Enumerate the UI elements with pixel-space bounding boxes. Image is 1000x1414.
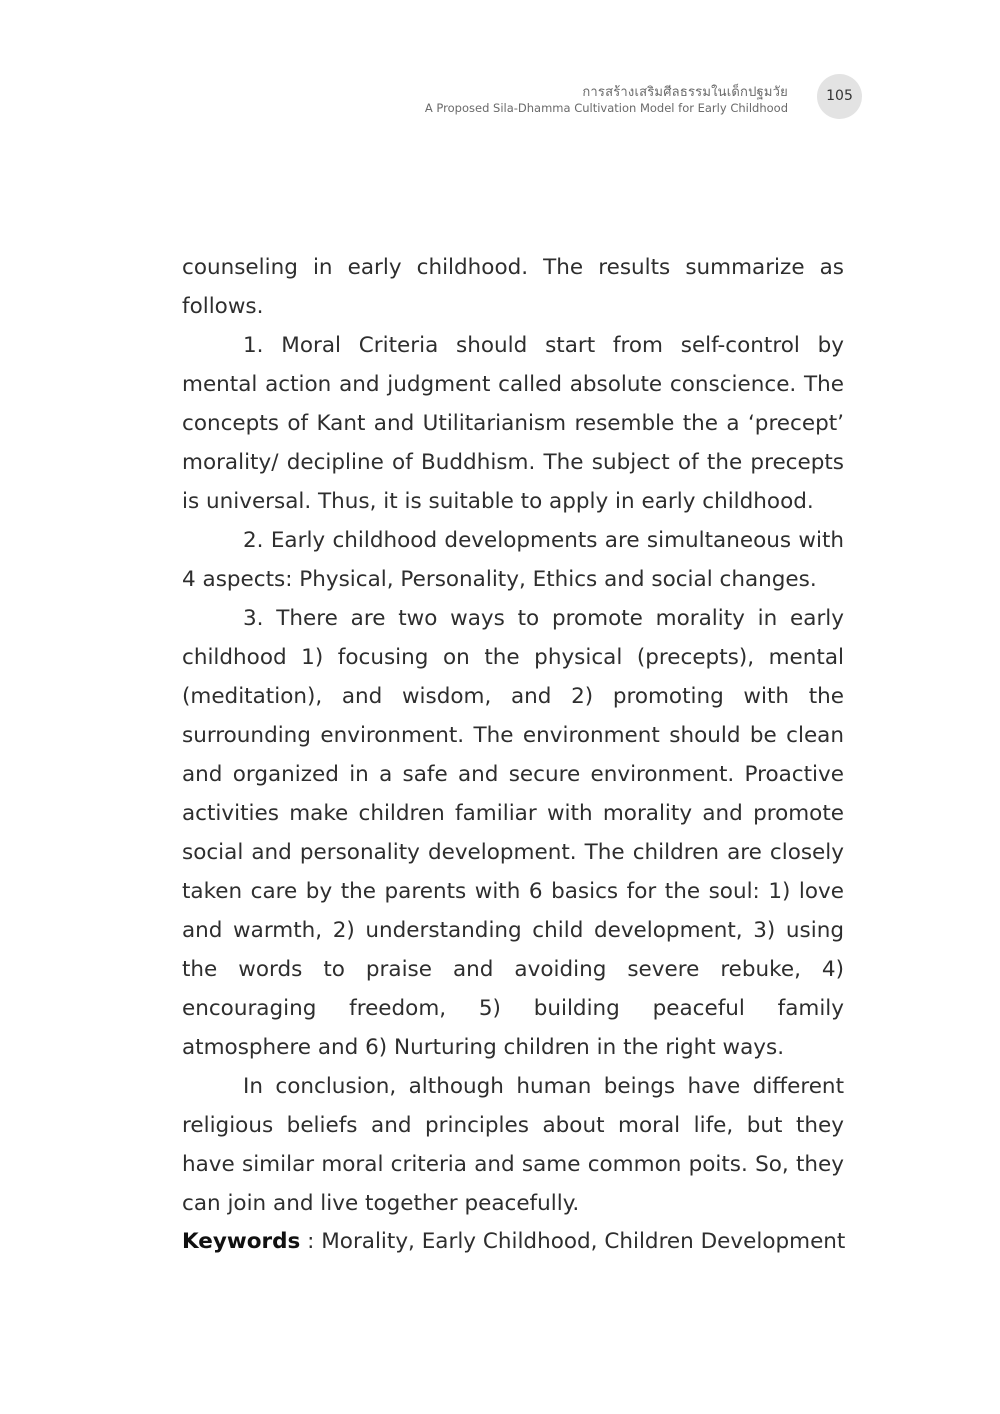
running-head	[425, 84, 788, 116]
paragraph-promote-morality: 3. There are two ways to promote morality in early childhood 1) focusing on the physical (precepts), mental (meditation), and wisdom, and 2) promoting with the surrounding environment. The environment should be clean and organized in a safe and secure environment. Proactive activities make children familiar with morality and promote social and personality development. The children are closely taken care by the parents with 6 basics for the soul: 1) love and warmth, 2) understanding child development, 3) using the words to praise and avoiding severe rebuke, 4) encouraging freedom, 5) building peaceful family atmosphere and 6) Nurturing children in the right ways.	[182, 606, 844, 1060]
keywords-value: Morality, Early Childhood, Children Development	[321, 1229, 846, 1254]
running-head-thai-title: การสร้างเสริมศีลธรรมในเด็กปฐมวัย	[582, 85, 788, 100]
paragraph-development-aspects: 2. Early childhood developments are simultaneous with 4 aspects: Physical, Personality, Ethics and social changes.	[182, 528, 844, 592]
paragraph-conclusion: In conclusion, although human beings have different religious beliefs and principles about moral life, but they have similar moral criteria and same common poits. So, they can join and live together peacefully.	[182, 1074, 844, 1216]
paragraph-intro: counseling in early childhood. The results summarize as follows.	[182, 255, 844, 319]
paragraph-moral-criteria: 1. Moral Criteria should start from self-control by mental action and judgment called absolute conscience. The concepts of Kant and Utilitarianism resemble the a ‘precept’ morality/ decipline of Buddhism. The subject of the precepts is universal. Thus, it is suitable to apply in early childhood.	[182, 333, 844, 514]
abstract-body	[182, 248, 844, 1223]
page-number: 105	[817, 74, 862, 119]
keywords-label: Keywords	[182, 1229, 301, 1254]
running-head-english-title: A Proposed Sila-Dhamma Cultivation Model for Early Childhood	[424, 101, 788, 115]
keywords-separator: :	[300, 1229, 322, 1254]
keywords-line	[182, 1222, 882, 1261]
